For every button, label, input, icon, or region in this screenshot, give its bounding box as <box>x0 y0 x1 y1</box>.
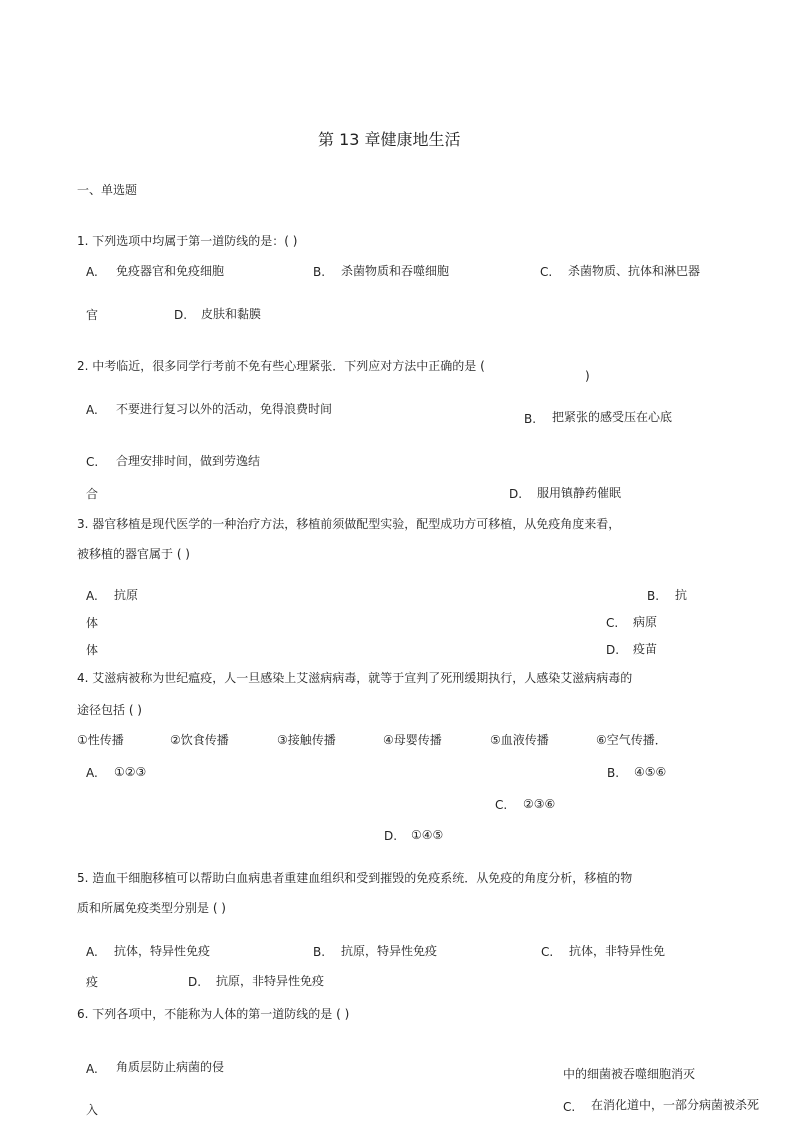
option-b: 杀菌物质和吞噬细胞 <box>341 264 450 278</box>
option-label: A. <box>86 766 98 780</box>
option-c-continued: 体 <box>86 643 99 657</box>
question-stem: 5. 造血干细胞移植可以帮助白血病患者重建血组织和受到摧毁的免疫系统．从免疫的角度分析，移植的物 <box>77 871 633 885</box>
transmission-item: ④母婴传播 <box>383 733 442 747</box>
option-d: 服用镇静药催眠 <box>537 486 622 500</box>
option-label: D. <box>384 829 398 843</box>
option-label: A. <box>86 1062 98 1076</box>
option-c: 合理安排时间，做到劳逸结 <box>116 454 261 468</box>
option-a-continued: 入 <box>86 1103 99 1117</box>
option-d: 皮肤和黏膜 <box>201 307 262 321</box>
option-b: 抗 <box>675 588 688 602</box>
option-label: A. <box>86 403 98 417</box>
option-label: C. <box>541 945 554 959</box>
option-label: C. <box>495 798 508 812</box>
transmission-item: ③接触传播 <box>277 733 336 747</box>
option-label: B. <box>524 412 537 426</box>
option-b: 把紧张的感受压在心底 <box>552 410 673 424</box>
option-d: ①④⑤ <box>411 828 444 842</box>
option-a: ①②③ <box>114 765 147 779</box>
option-a: 抗体，特异性免疫 <box>114 944 211 958</box>
option-b-continued: 体 <box>86 616 99 630</box>
page-title: 第 13 章健康地生活 <box>318 130 461 149</box>
section-heading: 一、单选题 <box>77 183 138 197</box>
question-stem: 2. 中考临近，很多同学行考前不免有些心理紧张．下列应对方法中正确的是 ( <box>77 359 485 373</box>
option-c: 杀菌物质、抗体和淋巴器 <box>568 264 701 278</box>
option-label: D. <box>188 975 202 989</box>
option-d: 疫苗 <box>633 642 658 656</box>
transmission-item: ⑥空气传播． <box>596 733 667 747</box>
option-label: B. <box>313 265 326 279</box>
question-stem: 6. 下列各项中，不能称为人体的第一道防线的是 ( ) <box>77 1007 350 1021</box>
option-c-continued: 疫 <box>86 975 99 989</box>
option-label: B. <box>647 589 660 603</box>
transmission-item: ⑤血液传播 <box>490 733 549 747</box>
option-label: A. <box>86 265 98 279</box>
option-b: ④⑤⑥ <box>634 765 667 779</box>
option-label: C. <box>86 455 99 469</box>
option-label: B. <box>607 766 620 780</box>
transmission-item: ①性传播 <box>77 733 124 747</box>
option-label: C. <box>563 1100 576 1114</box>
option-label: C. <box>606 616 619 630</box>
option-b: 抗原，特异性免疫 <box>341 944 438 958</box>
option-a: 角质层防止病菌的侵 <box>116 1060 225 1074</box>
option-d: 抗原，非特异性免疫 <box>216 974 325 988</box>
option-c-continued: 官 <box>86 308 99 322</box>
option-label: B. <box>313 945 326 959</box>
option-label: D. <box>606 643 620 657</box>
question-stem-line2: 途径包括 ( ) <box>77 703 142 717</box>
option-c: 病原 <box>633 615 658 629</box>
option-a: 抗原 <box>114 588 139 602</box>
option-label: A. <box>86 589 98 603</box>
question-stem-line2: 质和所属免疫类型分别是 ( ) <box>77 901 226 915</box>
question-stem-end: ) <box>585 369 590 383</box>
option-c: 在消化道中，一部分病菌被杀死 <box>591 1098 760 1112</box>
option-label: A. <box>86 945 98 959</box>
option-c-continued: 合 <box>86 487 99 501</box>
option-a: 不要进行复习以外的活动，免得浪费时间 <box>116 402 333 416</box>
question-stem-line2: 被移植的器官属于 ( ) <box>77 547 190 561</box>
question-stem: 1. 下列选项中均属于第一道防线的是：( ) <box>77 234 298 248</box>
question-stem: 3. 器官移植是现代医学的一种治疗方法，移植前须做配型实验，配型成功方可移植，从免疫角度来看， <box>77 517 621 531</box>
option-label: C. <box>540 265 553 279</box>
option-b-fragment: 中的细菌被吞噬细胞消灭 <box>563 1067 696 1081</box>
option-c: 抗体，非特异性免 <box>569 944 666 958</box>
question-stem: 4. 艾滋病被称为世纪瘟疫，人一旦感染上艾滋病病毒，就等于宣判了死刑缓期执行，人感染艾滋病病毒的 <box>77 671 633 685</box>
option-label: D. <box>174 308 188 322</box>
option-label: D. <box>509 487 523 501</box>
transmission-item: ②饮食传播 <box>170 733 229 747</box>
option-c: ②③⑥ <box>523 797 556 811</box>
option-a: 免疫器官和免疫细胞 <box>116 264 225 278</box>
